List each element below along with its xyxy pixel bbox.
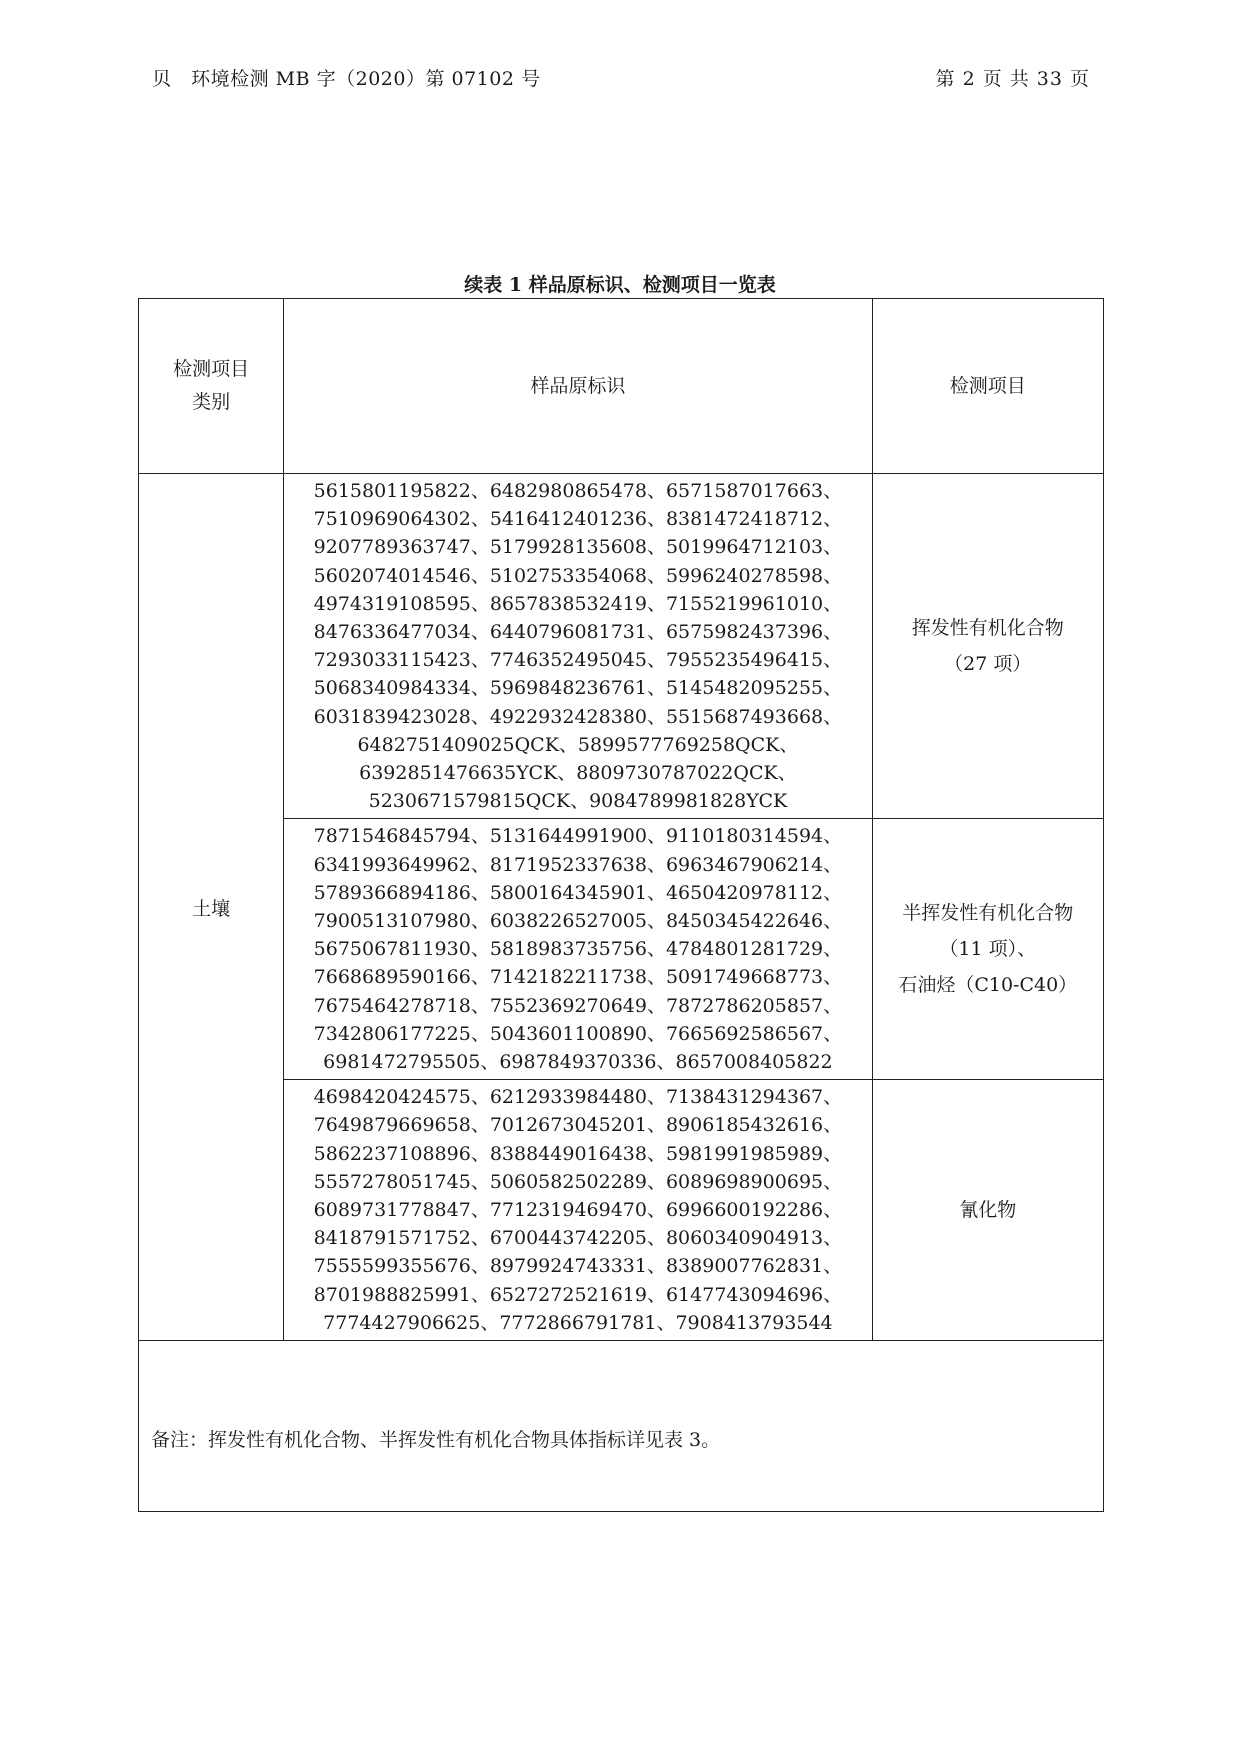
test-item-line: （27 项） (944, 653, 1032, 676)
header-category-line-2: 类别 (192, 391, 231, 413)
sample-id-line: 7510969064302、5416412401236、8381472418712、 (313, 508, 843, 531)
sample-id-line: 5675067811930、5818983735756、4784801281729、 (313, 938, 843, 961)
sample-id-line: 4698420424575、6212933984480、7138431294367、 (313, 1086, 843, 1109)
sample-id-line: 6981472795505、6987849370336、8657008405822 (323, 1051, 833, 1074)
table-header-row (139, 299, 1104, 474)
sample-ids-cell (284, 474, 872, 819)
sample-id-line: 4974319108595、8657838532419、7155219961010、 (313, 592, 843, 615)
test-item-line: 氰化物 (959, 1199, 1017, 1222)
sample-id-line: 7342806177225、5043601100890、7665692586567、 (313, 1022, 843, 1045)
sample-id-line: 6341993649962、8171952337638、6963467906214、 (313, 853, 843, 876)
sample-ids-cell (284, 1080, 872, 1341)
test-item-line: 挥发性有机化合物 (911, 617, 1064, 640)
sample-id-line: 7555599355676、8979924743331、8389007762831、 (313, 1255, 843, 1278)
header-category (139, 299, 284, 474)
sample-id-line: 5789366894186、5800164345901、4650420978112、 (313, 881, 843, 904)
sample-id-line: 5862237108896、8388449016438、5981991985989、 (313, 1142, 843, 1165)
sample-id-line: 7293033115423、7746352495045、7955235496415、 (313, 649, 843, 672)
sample-id-line: 7774427906625、7772866791781、7908413793544 (323, 1311, 833, 1334)
sample-id-line: 6031839423028、4922932428380、5515687493668、 (313, 705, 843, 728)
page-header (152, 64, 1090, 92)
sample-table (138, 298, 1104, 1512)
sample-id-line: 5068340984334、5969848236761、5145482095255、 (313, 677, 843, 700)
header-sample-ids: 样品原标识 (284, 299, 872, 474)
sample-id-line: 6482751409025QCK、5899577769258QCK、 (357, 733, 799, 756)
sample-id-line: 5602074014546、5102753354068、5996240278598、 (313, 564, 843, 587)
sample-id-line: 7649879669658、7012673045201、8906185432616、 (313, 1114, 843, 1137)
sample-id-line: 5557278051745、5060582502289、6089698900695、 (313, 1170, 843, 1193)
sample-id-line: 9207789363747、5179928135608、5019964712103、 (313, 536, 843, 559)
test-item-line: 石油烃（C10-C40） (898, 974, 1078, 997)
test-items-cell (872, 1080, 1103, 1341)
note-text: 备注：挥发性有机化合物、半挥发性有机化合物具体指标详见表 3。 (151, 1428, 721, 1451)
header-category-line-1: 检测项目 (173, 358, 250, 380)
header-test-items: 检测项目 (872, 299, 1103, 474)
sample-id-line: 8701988825991、6527272521619、6147743094696、 (313, 1283, 843, 1306)
sample-id-line: 5615801195822、6482980865478、6571587017663、 (313, 480, 843, 502)
table-title: 续表 1 样品原标识、检测项目一览表 (464, 274, 776, 296)
sample-id-line: 8418791571752、6700443742205、8060340904913、 (313, 1227, 843, 1250)
sample-id-line: 7668689590166、7142182211738、5091749668773、 (313, 966, 843, 989)
sample-id-line: 6089731778847、7712319469470、6996600192286、 (313, 1199, 843, 1222)
test-item-line: 半挥发性有机化合物 (902, 902, 1074, 925)
sample-id-line: 7871546845794、5131644991900、9110180314594、 (313, 825, 843, 848)
table-row (139, 474, 1104, 819)
test-item-line: （11 项）、 (939, 938, 1037, 961)
sample-id-line: 7675464278718、7552369270649、7872786205857、 (313, 994, 843, 1017)
sample-id-line: 8476336477034、6440796081731、6575982437396、 (313, 621, 843, 644)
report-number: 贝 环境检测 MB 字（2020）第 07102 号 (152, 68, 541, 90)
table-row (139, 1080, 1104, 1341)
category-cell: 土壤 (139, 474, 284, 1341)
table-row (139, 819, 1104, 1080)
test-items-cell (872, 819, 1103, 1080)
sample-id-line: 7900513107980、6038226527005、8450345422646、 (313, 910, 843, 933)
sample-id-line: 5230671579815QCK、9084789981828YCK (368, 790, 788, 813)
page-number: 第 2 页 共 33 页 (935, 68, 1090, 90)
note-row (139, 1341, 1104, 1512)
note-cell (139, 1341, 1104, 1512)
sample-ids-cell (284, 819, 872, 1080)
test-items-cell (872, 474, 1103, 819)
sample-id-line: 6392851476635YCK、8809730787022QCK、 (359, 762, 797, 785)
